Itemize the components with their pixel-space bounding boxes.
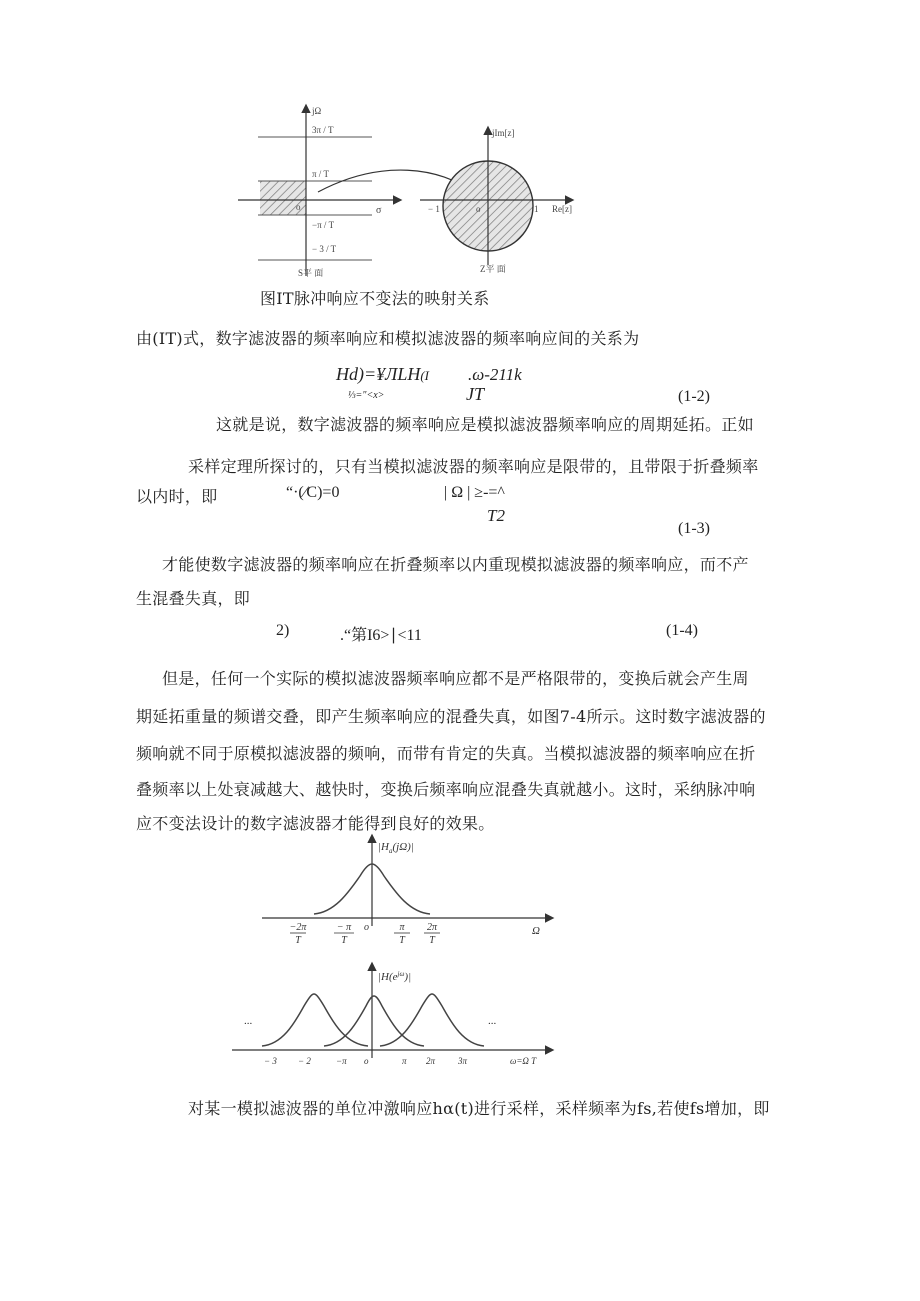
top-tick-neg-2pi [290,922,308,946]
z-axis-label: jIm[z] [492,128,515,138]
bottom-axis-label: ω=Ω T [510,1056,537,1066]
ellipsis-right: ... [488,1015,497,1027]
digital-response-lobe-right [380,994,484,1046]
eq2-lhs: Hd)=¥ЛLH [336,364,421,384]
s-tick-neg-3pi: − 3 / T [312,244,337,254]
s-origin: o [296,202,301,212]
eq3-rhs: | Ω | ≥-=^ [444,484,505,501]
bottom-tick-neg-2pi: − 2 [298,1056,311,1066]
z-origin: o [476,204,481,214]
paragraph-2-line-3: 以内时，即 [136,487,218,506]
svg-text:T: T [399,935,405,946]
bottom-tick-neg-pi: −π [336,1056,347,1066]
paragraph-4-line: 但是，任何一个实际的模拟滤波器频率响应都不是严格限带的，变换后就会产生周 [162,669,749,688]
eq3-under: T2 [487,506,505,525]
bottom-tick-3pi: 3π [458,1056,468,1066]
eq2-mid: .ω-211k [468,365,522,384]
eq3-number: (1-3) [678,520,710,537]
z-re-label: Re[z] [552,204,572,214]
svg-text:2π: 2π [426,922,438,933]
s-sigma-label: σ [376,205,382,216]
aliasing-figure [226,830,566,1092]
paragraph-3-line-1: 才能使数字滤波器的频率响应在折叠频率以内重现模拟滤波器的频率响应，而不产 [162,555,749,574]
paragraph-1: 由(IT)式，数字滤波器的频率响应和模拟滤波器的频率响应间的关系为 [136,329,640,348]
z-one: 1 [534,204,539,214]
eq2-sub: (I [420,368,430,383]
paragraph-2-line-2: 采样定理所探讨的，只有当模拟滤波器的频率响应是限带的，且带限于折叠频率 [188,457,759,476]
paragraph-4-line: 叠频率以上处衰减越大、越快时，变换后频率响应混叠失真就越小。这时，采纳脉冲响 [136,780,756,799]
paragraph-3-line-2: 生混叠失真，即 [136,589,251,608]
svg-text:T: T [341,935,347,946]
z-plane-label: Z平 面 [480,264,506,274]
s-tick-3pi: 3π / T [312,125,334,135]
eq2-under-left: ⅓="<x> [348,390,385,401]
svg-text:T: T [429,935,435,946]
eq3-lhs: “·(∕C)=0 [286,484,340,501]
top-axis-label: Ω [532,925,540,937]
svg-text:T: T [295,935,301,946]
s-plane-label: S平 面 [298,268,324,278]
eq4-lhs: 2) [276,622,290,639]
z-minus-one: − 1 [428,204,440,214]
top-tick-pi [394,922,410,946]
digital-response-lobe-left [262,994,368,1046]
svg-text:π: π [399,922,405,933]
paragraph-2-line-1: 这就是说，数字滤波器的频率响应是模拟滤波器频率响应的周期延拓。正如 [216,415,754,434]
eq4-rhs: .“第I6>∣<11 [340,627,422,644]
paragraph-4-line: 频响就不同于原模拟滤波器的频响，而带有肯定的失真。当模拟滤波器的频率响应在折 [136,744,756,763]
mapping-figure [232,100,592,282]
top-tick-2pi [424,922,440,946]
svg-text:− π: − π [336,922,352,933]
bottom-mag-label: $|H(e^{j\omega})|$ [378,970,412,983]
bottom-tick-neg-3pi: − 3 [264,1056,277,1066]
top-origin: o [364,922,369,933]
bottom-origin: o [364,1056,369,1066]
ellipsis-left: ... [244,1015,253,1027]
paragraph-4-line: 期延拓重量的频谱交叠，即产生频率响应的混叠失真，如图7-4所示。这时数字滤波器的 [136,707,766,726]
s-tick-pi: π / T [312,169,330,179]
s-axis-label: jΩ [312,106,322,116]
paragraph-5: 对某一模拟滤波器的单位冲激响应hα(t)进行采样，采样频率为fs,若使fs增加，即 [188,1099,770,1118]
top-tick-neg-pi [334,922,354,946]
bottom-tick-pi: π [402,1056,407,1066]
figure1-caption: 图IT脉冲响应不变法的映射关系 [260,289,490,308]
s-tick-neg-pi: −π / T [312,220,335,230]
svg-text:−2π: −2π [289,922,307,933]
eq4-number: (1-4) [666,622,698,639]
eq2-under-right: JT [466,384,484,404]
top-mag-label: $|H_a(j\Omega)|$ [378,841,414,855]
eq2-number: (1-2) [678,388,710,405]
bottom-tick-2pi: 2π [426,1056,436,1066]
paragraph-4-line: 应不变法设计的数字滤波器才能得到良好的效果。 [136,814,495,833]
digital-response-lobe-center [324,996,424,1046]
